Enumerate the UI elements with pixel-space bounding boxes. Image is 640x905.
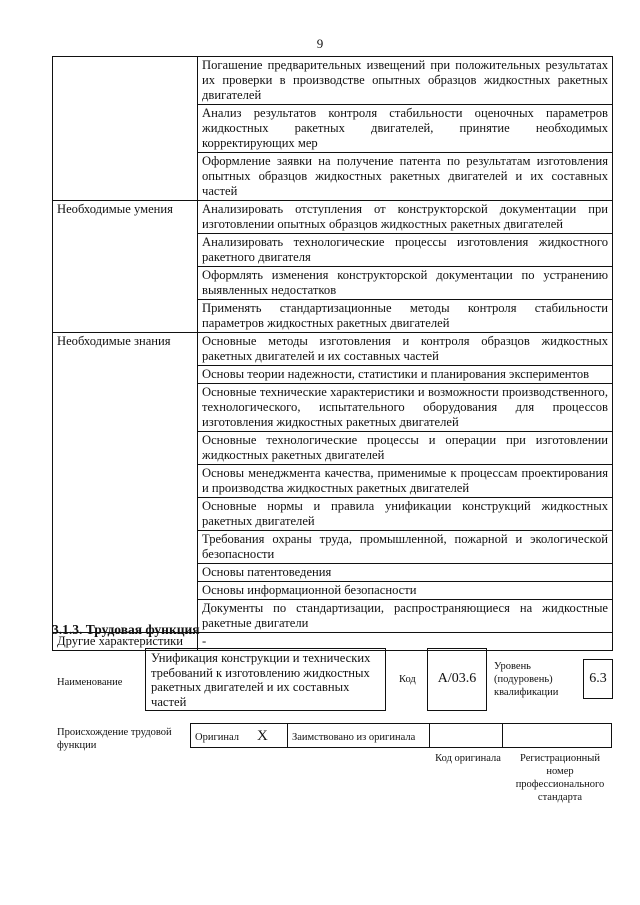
- row-item: Анализировать отступления от конструкторской документации при изготовлении опытных образцов жидкостных ракетных двигателей: [198, 201, 613, 234]
- row-item: Применять стандартизационные методы контроля стабильности параметров жидкостных ракетных двигателей: [198, 300, 613, 333]
- row-item: Основные технические характеристики и возможности производственного, технологического, испытательного оборудования для процессов изготовления жидкостных ракетных двигателей: [198, 384, 613, 432]
- row-item: -: [198, 633, 613, 651]
- row-header: Необходимые знания: [53, 333, 198, 633]
- row-header: Необходимые умения: [53, 201, 198, 333]
- table-row: [53, 333, 613, 366]
- row-item: Основные методы изготовления и контроля образцов жидкостных ракетных двигателей и их составных частей: [198, 333, 613, 366]
- function-code-label: Код: [399, 674, 416, 685]
- requirements-table: [52, 56, 613, 651]
- row-item: Оформление заявки на получение патента по результатам изготовления опытных образцов жидкостных ракетных двигателей и их составных частей: [198, 153, 613, 201]
- table-row: [53, 201, 613, 234]
- table-row: [53, 57, 613, 105]
- row-item: Основы менеджмента качества, применимые к процессам проектирования и производства жидкостных ракетных двигателей: [198, 465, 613, 498]
- row-item: Основные технологические процессы и операции при изготовлении жидкостных ракетных двигателей: [198, 432, 613, 465]
- row-item: Основные нормы и правила унификации конструкций жидкостных ракетных двигателей: [198, 498, 613, 531]
- row-item: Основы патентоведения: [198, 564, 613, 582]
- section-title: 3.1.3. Трудовая функция: [52, 622, 200, 637]
- row-item: Оформлять изменения конструкторской документации по устранению выявленных недостатков: [198, 267, 613, 300]
- row-item: Основы теории надежности, статистики и планирования экспериментов: [198, 366, 613, 384]
- qualification-level-label: Уровень (подуровень) квалификации: [494, 661, 559, 698]
- origin-code-caption: Код оригинала: [435, 753, 501, 764]
- row-item: Анализ результатов контроля стабильности оценочных параметров жидкостных ракетных двигателей, принятие необходимых корректирующих мер: [198, 105, 613, 153]
- origin-borrowed-label: Заимствовано из оригинала: [292, 731, 416, 743]
- row-item: Погашение предварительных извещений при положительных результатах их проверки в производстве опытных образцов жидкостных ракетных двигателей: [198, 57, 613, 105]
- origin-reg-number-cell: [503, 724, 612, 748]
- origin-reg-caption: Регистрационный номер профессионального стандарта: [515, 753, 605, 803]
- qualification-level-value: 6.3: [583, 659, 613, 699]
- row-header: [53, 57, 198, 201]
- origin-borrowed-cell: [288, 724, 430, 748]
- origin-label: Происхождение трудовой функции: [57, 727, 172, 751]
- origin-original-cell: [191, 724, 288, 748]
- row-header: Другие характеристики: [53, 633, 198, 651]
- page-number: 9: [316, 36, 324, 51]
- row-item: Анализировать технологические процессы изготовления жидкостного ракетного двигателя: [198, 234, 613, 267]
- row-item: Требования охраны труда, промышленной, пожарной и экологической безопасности: [198, 531, 613, 564]
- row-item: Документы по стандартизации, распространяющиеся на жидкостные ракетные двигатели: [198, 600, 613, 633]
- function-name-label: Наименование: [57, 677, 123, 688]
- origin-original-mark: X: [257, 727, 268, 744]
- origin-original-label: Оригинал: [195, 731, 239, 743]
- row-item: Основы информационной безопасности: [198, 582, 613, 600]
- origin-code-cell: [430, 724, 503, 748]
- origin-table: [190, 723, 612, 748]
- function-name-value: Унификация конструкции и технических требований к изготовлению жидкостных ракетных двигателей и их составных частей: [145, 648, 386, 711]
- function-code-value: A/03.6: [427, 648, 487, 711]
